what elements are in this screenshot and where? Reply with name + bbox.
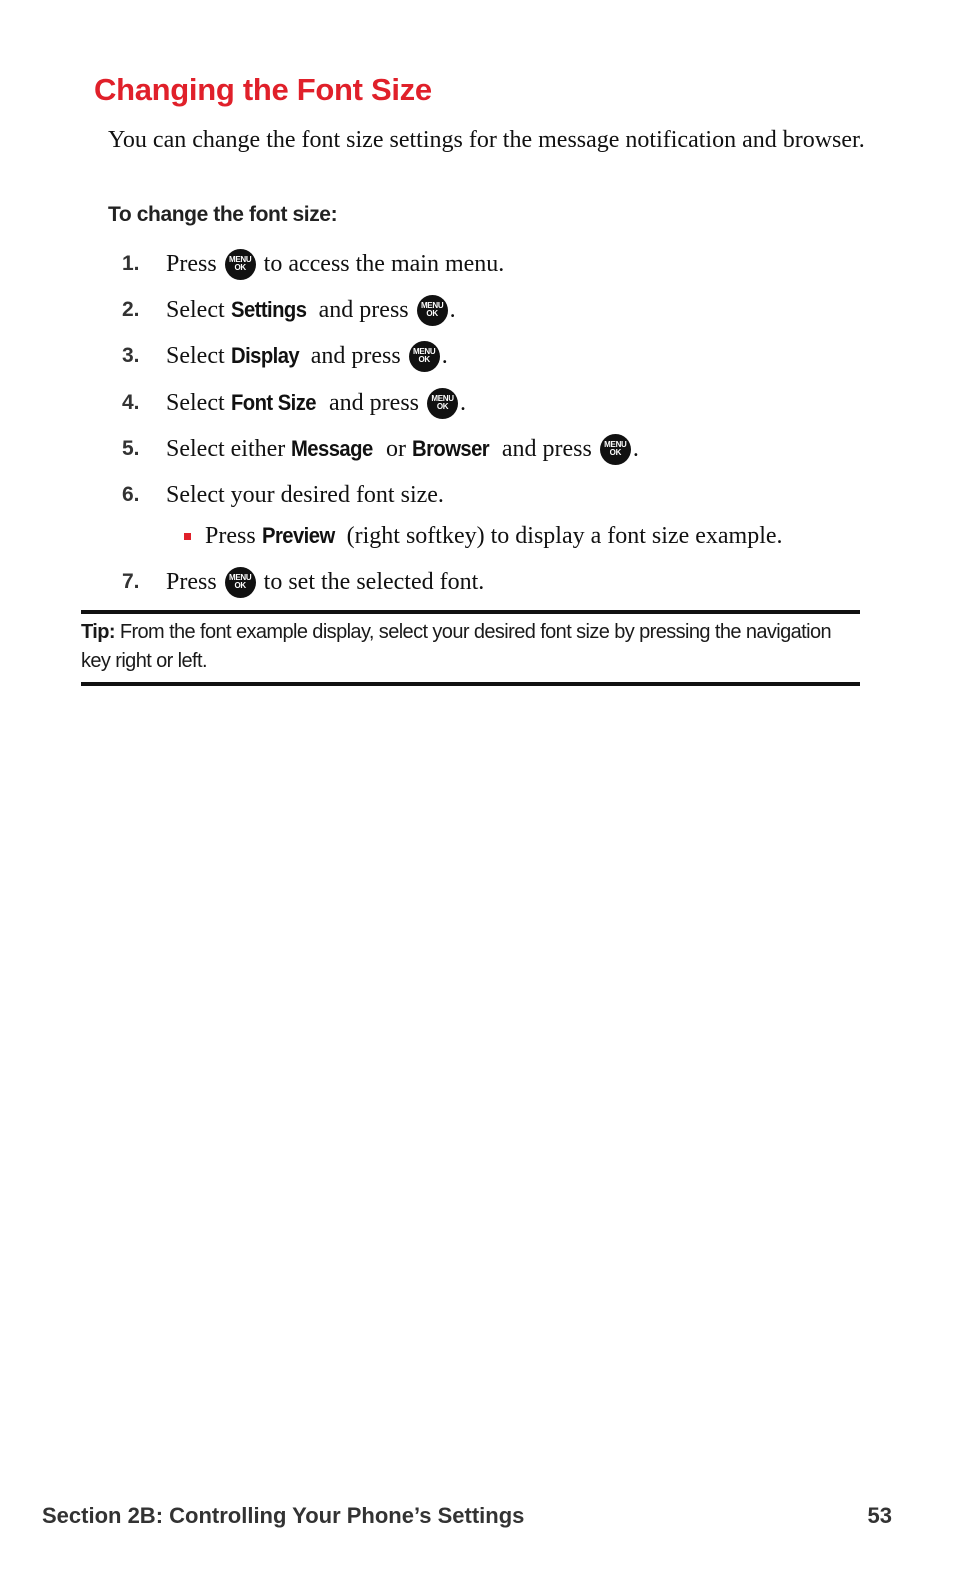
step-text-part: and press xyxy=(318,297,409,323)
step-text-part: and press xyxy=(310,343,401,369)
bullet-text-part: (right softkey) to display a font size example. xyxy=(346,522,783,549)
step-text-part: Select either xyxy=(166,436,286,462)
ok-key-label: OK xyxy=(436,402,449,411)
ok-key-label: OK xyxy=(418,355,430,364)
step-number: 4. xyxy=(122,391,140,414)
tip-label: Tip: xyxy=(81,621,115,643)
step-text-part: to set the selected font. xyxy=(263,569,485,595)
step-text xyxy=(166,433,639,465)
menu-ok-key-icon xyxy=(427,388,458,419)
step-text-part: . xyxy=(632,436,639,462)
page-number: 53 xyxy=(867,1503,892,1528)
step-text xyxy=(166,248,504,280)
step-text-part: . xyxy=(460,390,467,416)
tip-top-rule xyxy=(81,610,860,614)
menu-key-label: MENU xyxy=(604,440,627,449)
menu-ok-key-icon xyxy=(409,341,440,372)
bullet-text-part: Press xyxy=(205,522,256,549)
step-text-part: and press xyxy=(329,390,420,416)
page-title: Changing the Font Size xyxy=(94,72,432,107)
menu-ok-key-icon xyxy=(600,434,631,465)
menu-item-message: Message xyxy=(291,436,373,461)
step-text-part: . xyxy=(449,297,456,323)
menu-item-settings: Settings xyxy=(230,297,307,322)
menu-item-font-size: Font Size xyxy=(230,390,316,415)
menu-ok-key-icon xyxy=(225,249,256,280)
step-6-bullet xyxy=(184,520,783,552)
step-text-part: and press xyxy=(501,436,592,462)
tip-text: From the font example display, select your desired font size by pressing the navigation key right or left. xyxy=(81,621,832,672)
step-text xyxy=(166,294,456,326)
step-text xyxy=(166,387,466,419)
step-number: 1. xyxy=(122,252,140,275)
step-number: 5. xyxy=(122,437,140,460)
tip-bottom-rule xyxy=(81,682,860,686)
menu-key-label: MENU xyxy=(420,301,444,310)
ok-key-label: OK xyxy=(234,263,246,272)
step-text-part: Press xyxy=(166,569,217,595)
menu-ok-key-icon xyxy=(225,567,256,598)
step-text xyxy=(166,566,484,598)
footer-section-title: Section 2B: Controlling Your Phone’s Settings xyxy=(42,1503,525,1528)
step-number: 3. xyxy=(122,344,140,367)
bullet-square-icon xyxy=(184,533,191,540)
step-text-part: . xyxy=(441,343,448,369)
step-number: 7. xyxy=(122,570,140,593)
softkey-preview: Preview xyxy=(261,523,335,548)
step-text-part: Press xyxy=(166,251,217,277)
menu-key-label: MENU xyxy=(431,394,454,403)
step-text xyxy=(166,340,448,372)
intro-paragraph: You can change the font size settings for the message notification and browser. xyxy=(108,127,865,153)
ok-key-label: OK xyxy=(234,581,246,590)
step-text-part: or xyxy=(386,436,407,462)
step-text: Select your desired font size. xyxy=(166,482,444,508)
step-text-part: Select xyxy=(166,390,225,416)
step-text-part: Select xyxy=(166,343,225,369)
tip-box xyxy=(81,618,860,676)
procedure-heading: To change the font size: xyxy=(108,203,338,226)
step-text-part: Select xyxy=(166,297,225,323)
step-number: 6. xyxy=(122,483,140,506)
ok-key-label: OK xyxy=(609,448,622,457)
menu-key-label: MENU xyxy=(228,573,252,582)
menu-ok-key-icon xyxy=(417,295,448,326)
menu-key-label: MENU xyxy=(228,255,252,264)
menu-key-label: MENU xyxy=(413,347,436,356)
step-text-part: to access the main menu. xyxy=(263,251,505,277)
ok-key-label: OK xyxy=(426,309,438,318)
menu-item-browser: Browser xyxy=(412,436,490,461)
step-number: 2. xyxy=(122,298,140,321)
menu-item-display: Display xyxy=(230,343,299,368)
